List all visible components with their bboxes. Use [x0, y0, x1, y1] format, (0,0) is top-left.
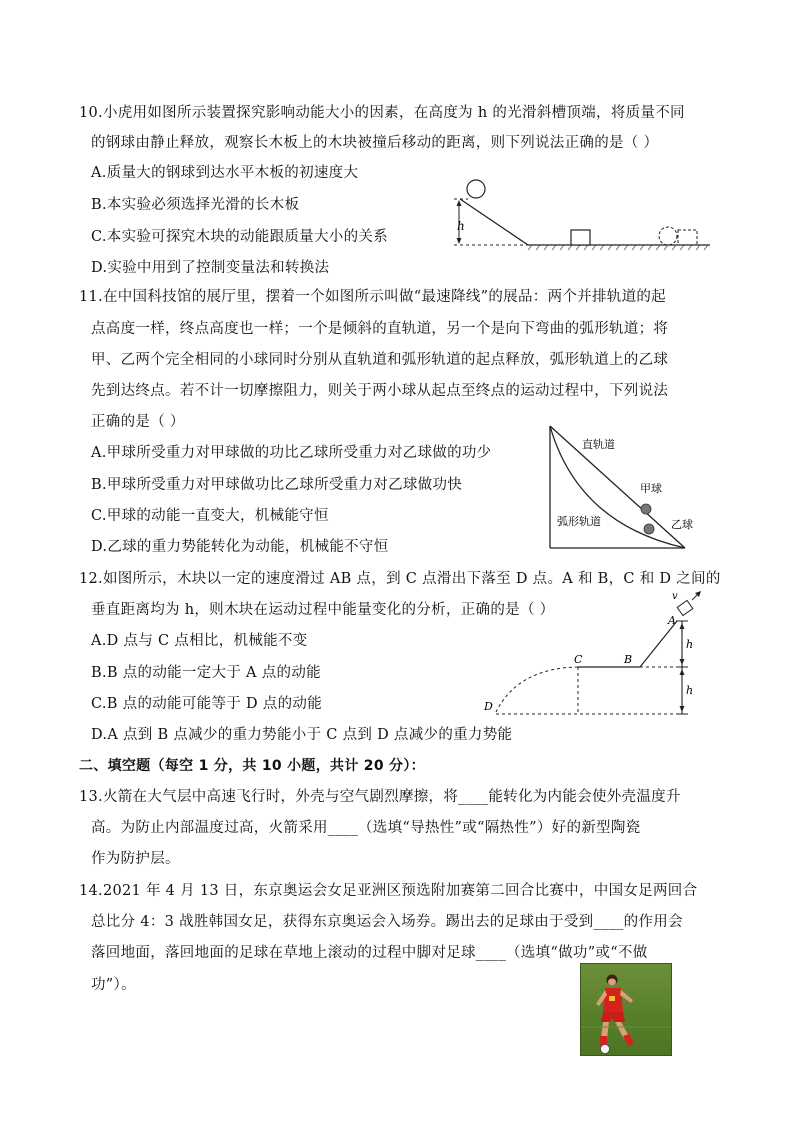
- q12-stem-line2: 垂直距离均为 h，则木块在运动过程中能量变化的分析，正确的是（ ）: [91, 602, 555, 618]
- q11-stem-line4: 先到达终点。若不计一切摩擦阻力，则关于两小球从起点至终点的运动过程中，下列说法: [91, 383, 669, 399]
- straight-track: [550, 426, 685, 548]
- q11-option-c: C.甲球的动能一直变大，机械能守恒: [91, 508, 329, 524]
- q11-option-a: A.甲球所受重力对甲球做的功比乙球所受重力对乙球做的功少: [91, 445, 492, 461]
- label-ball-yi: 乙球: [671, 518, 693, 531]
- label-h-upper: h: [686, 638, 694, 651]
- label-v: v: [672, 591, 678, 602]
- q14-line4: 功”）。: [91, 977, 136, 993]
- football-player-photo: [580, 963, 672, 1056]
- steel-ball: [467, 180, 485, 198]
- label-d: D: [484, 700, 493, 713]
- label-ball-jia: 甲球: [640, 482, 662, 495]
- label-h-lower: h: [686, 684, 694, 697]
- label-c: C: [574, 653, 583, 666]
- trajectory-curve: [496, 667, 578, 712]
- q14-line3: 落回地面，落回地面的足球在草地上滚动的过程中脚对足球____（选填“做功”或“不做: [91, 945, 648, 961]
- q11-stem-line2: 点高度一样，终点高度也一样；一个是倾斜的直轨道，另一个是向下弯曲的弧形轨道；将: [91, 321, 669, 337]
- incline-ab: [640, 621, 677, 667]
- label-a: A: [668, 614, 676, 627]
- q14-line1: 14.2021 年 4 月 13 日，东京奥运会女足亚洲区预选附加赛第二回合比赛中，中国女足两回合: [79, 883, 698, 899]
- q11-stem-line1: 11.在中国科技馆的展厅里，摆着一个如图所示叫做“最速降线”的展品：两个并排轨道的起: [79, 289, 666, 305]
- q12-slide-figure: [478, 588, 704, 716]
- label-arc-track: 弧形轨道: [557, 515, 601, 528]
- q13-line3: 作为防护层。: [91, 851, 180, 867]
- q10-option-a: A.质量大的钢球到达水平木板的初速度大: [91, 165, 359, 181]
- ramp-incline: [460, 199, 528, 245]
- q13-line1: 13.火箭在大气层中高速飞行时，外壳与空气剧烈摩擦，将____能转化为内能会使外壳温度升: [79, 789, 681, 805]
- wooden-block: [571, 230, 590, 245]
- q12-option-d: D.A 点到 B 点减少的重力势能小于 C 点到 D 点减少的重力势能: [91, 727, 513, 743]
- q10-stem-line2: 的钢球由静止释放，观察长木板上的木块被撞后移动的距离，则下列说法正确的是（ ）: [91, 135, 659, 151]
- q11-option-d: D.乙球的重力势能转化为动能，机械能不守恒: [91, 539, 389, 555]
- label-straight-track: 直轨道: [582, 438, 615, 451]
- q10-option-d: D.实验中用到了控制变量法和转换法: [91, 260, 330, 276]
- label-b: B: [624, 653, 633, 666]
- height-label: h: [457, 219, 465, 233]
- q12-stem-line1: 12.如图所示，木块以一定的速度滑过 AB 点，到 C 点滑出下落至 D 点。A 和 B，C 和 D 之间的: [79, 571, 721, 587]
- ground-hatching: [528, 245, 708, 250]
- dashed-ball: [659, 227, 677, 245]
- dashed-block: [678, 230, 697, 245]
- football-icon: [601, 1045, 610, 1054]
- q14-line2: 总比分 4：3 战胜韩国女足，获得东京奥运会入场券。踢出去的足球由于受到____的作用会: [91, 914, 683, 930]
- section2-heading: 二、填空题（每空 1 分，共 10 小题，共计 20 分）：: [79, 758, 425, 774]
- q11-brachistochrone-figure: [548, 424, 693, 550]
- q11-stem-line5: 正确的是（ ）: [91, 414, 185, 430]
- q11-stem-line3: 甲、乙两个完全相同的小球同时分别从直轨道和弧形轨道的起点释放，弧形轨道上的乙球: [91, 352, 669, 368]
- q10-stem-line1: 10.小虎用如图所示装置探究影响动能大小的因素，在高度为 h 的光滑斜槽顶端，将质量不同: [79, 105, 685, 121]
- ball-yi: [644, 524, 654, 534]
- q13-line2: 高。为防止内部温度过高，火箭采用____（选填“导热性”或“隔热性”）好的新型陶瓷: [91, 820, 641, 836]
- q10-option-c: C.本实验可探究木块的动能跟质量大小的关系: [91, 229, 388, 245]
- q12-option-a: A.D 点与 C 点相比，机械能不变: [91, 633, 308, 649]
- player-illustration: [581, 964, 671, 1055]
- q12-option-c: C.B 点的动能可能等于 D 点的动能: [91, 696, 322, 712]
- q12-option-b: B.B 点的动能一定大于 A 点的动能: [91, 665, 321, 681]
- q11-option-b: B.甲球所受重力对甲球做功比乙球所受重力对乙球做功快: [91, 477, 463, 493]
- ball-jia: [641, 504, 651, 514]
- q10-ramp-figure: [440, 170, 714, 254]
- q10-option-b: B.本实验必须选择光滑的长木板: [91, 197, 300, 213]
- sliding-block: [677, 600, 693, 615]
